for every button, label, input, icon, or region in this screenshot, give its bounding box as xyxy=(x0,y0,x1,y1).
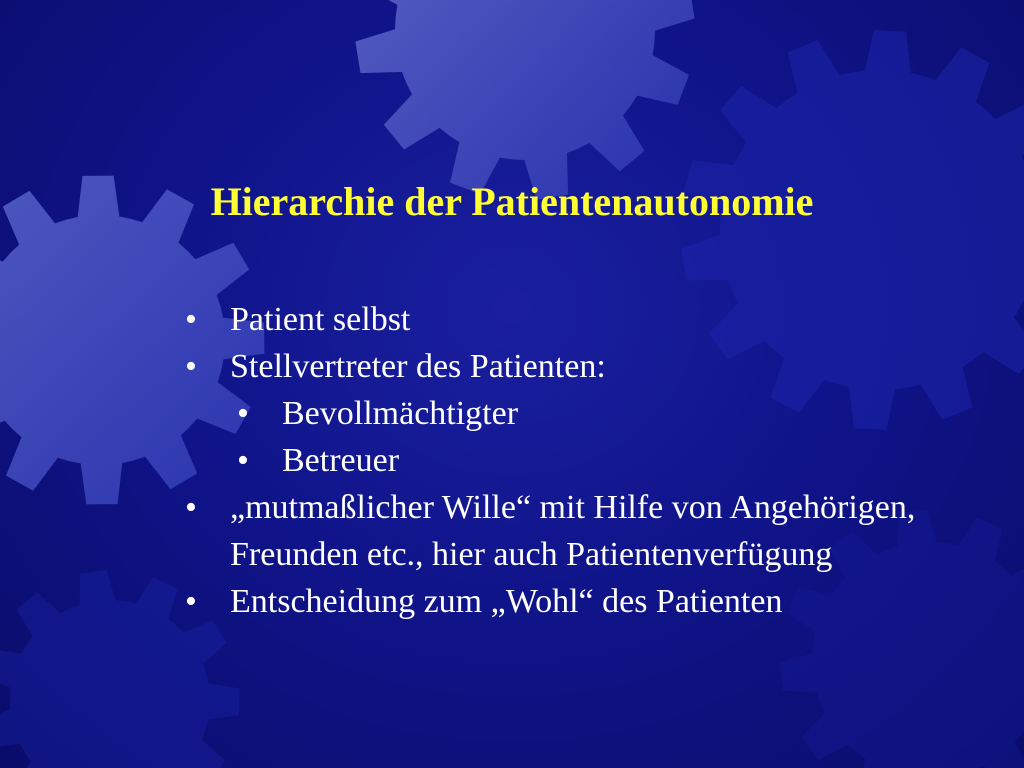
list-item-text: Bevollmächtigter xyxy=(282,395,519,432)
list-item xyxy=(176,578,916,625)
gear-icon xyxy=(355,0,694,200)
list-item-text: Stellvertreter des Patienten: xyxy=(230,348,606,385)
list-item xyxy=(176,484,916,578)
list-item-text: Patient selbst xyxy=(230,301,411,338)
bullet-icon: • xyxy=(185,489,197,526)
list-subitem xyxy=(176,390,916,437)
bullet-icon: • xyxy=(237,395,249,432)
bullet-icon: • xyxy=(185,301,197,338)
bullet-icon: • xyxy=(185,583,197,620)
gear-shape xyxy=(355,0,694,200)
slide-title: Hierarchie der Patientenautonomie xyxy=(210,179,814,224)
bullet-list xyxy=(176,296,916,625)
list-item xyxy=(176,343,916,390)
list-item xyxy=(176,296,916,343)
list-subitem xyxy=(176,437,916,484)
bullet-icon: • xyxy=(185,348,197,385)
list-item-text: Betreuer xyxy=(282,442,400,479)
bullet-icon: • xyxy=(237,442,249,479)
list-item-text: Entscheidung zum „Wohl“ des Patienten xyxy=(230,583,783,620)
list-item-text: „mutmaßlicher Wille“ mit Hilfe von Angehörigen, Freunden etc., hier auch Patientenverfügung xyxy=(230,489,916,573)
